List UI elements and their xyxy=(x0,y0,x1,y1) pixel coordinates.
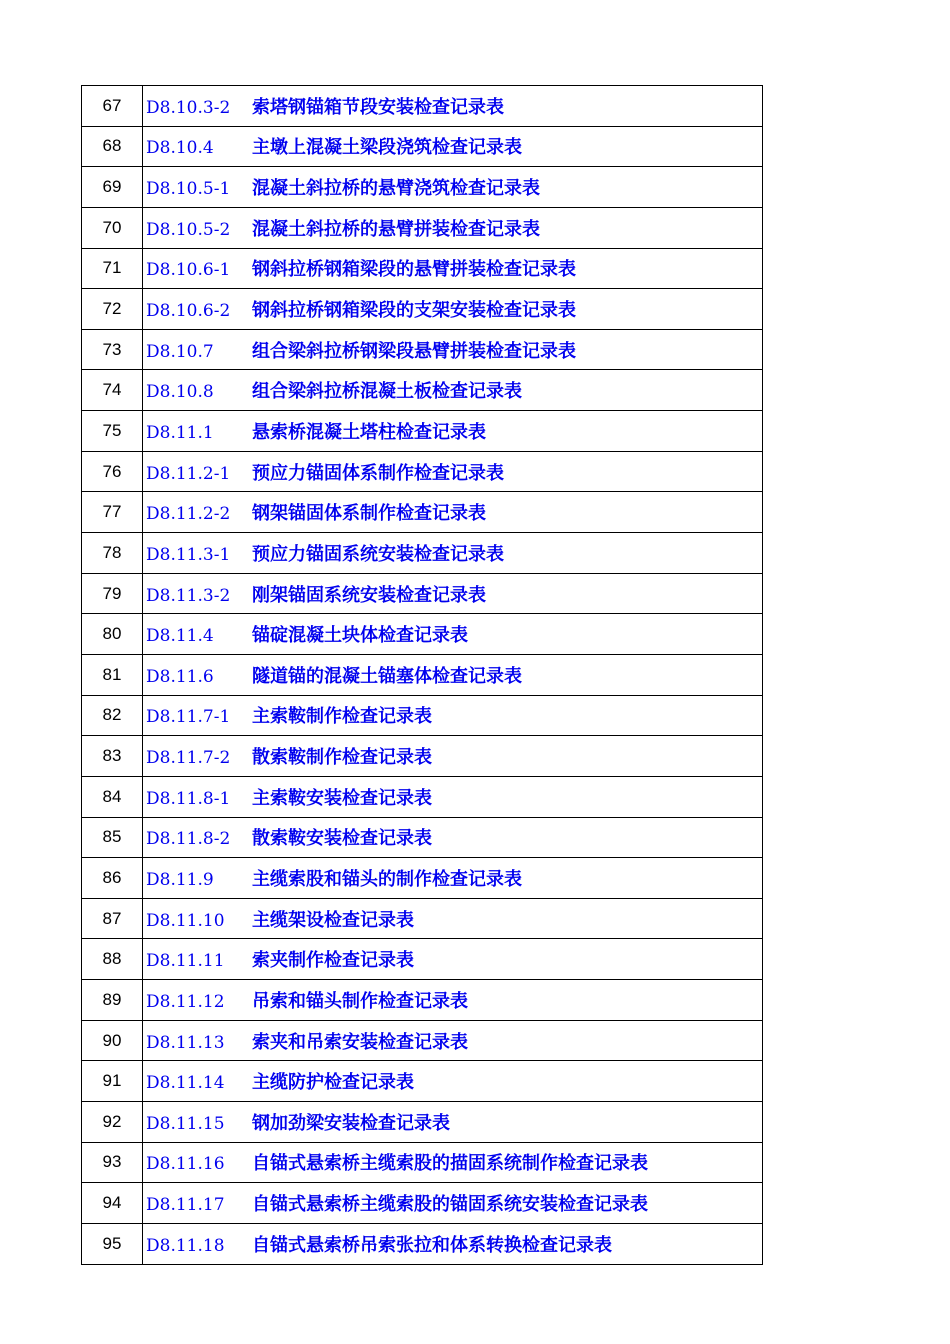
form-code[interactable]: D8.11.7-1 xyxy=(146,707,231,728)
form-link[interactable] xyxy=(143,86,763,127)
table-row xyxy=(82,776,763,817)
table-row xyxy=(82,980,763,1021)
row-number: 77 xyxy=(82,492,143,533)
row-number: 84 xyxy=(82,776,143,817)
form-title[interactable]: 锚碇混凝土块体检查记录表 xyxy=(252,625,468,647)
form-link[interactable] xyxy=(143,614,763,655)
form-code[interactable]: D8.11.7-2 xyxy=(146,748,231,769)
form-code[interactable]: D8.11.8-2 xyxy=(146,829,231,850)
form-link[interactable] xyxy=(143,207,763,248)
table-row xyxy=(82,370,763,411)
form-code[interactable]: D8.11.2-2 xyxy=(146,504,231,525)
form-link[interactable] xyxy=(143,776,763,817)
form-link[interactable] xyxy=(143,817,763,858)
row-number: 89 xyxy=(82,980,143,1021)
form-code[interactable]: D8.10.3-2 xyxy=(146,97,231,118)
form-link[interactable] xyxy=(143,980,763,1021)
table-row xyxy=(82,654,763,695)
row-number: 94 xyxy=(82,1183,143,1224)
form-title[interactable]: 钢加劲梁安装检查记录表 xyxy=(252,1112,450,1134)
form-code[interactable]: D8.11.12 xyxy=(146,991,225,1012)
form-link[interactable] xyxy=(143,1223,763,1264)
row-number: 86 xyxy=(82,858,143,899)
form-title[interactable]: 预应力锚固体系制作检查记录表 xyxy=(252,462,504,484)
form-title[interactable]: 主缆防护检查记录表 xyxy=(252,1072,414,1094)
form-title[interactable]: 组合梁斜拉桥钢梁段悬臂拼装检查记录表 xyxy=(252,340,576,362)
row-number: 80 xyxy=(82,614,143,655)
row-number: 90 xyxy=(82,1020,143,1061)
row-number: 83 xyxy=(82,736,143,777)
form-title[interactable]: 预应力锚固系统安装检查记录表 xyxy=(252,543,504,565)
form-title[interactable]: 吊索和锚头制作检查记录表 xyxy=(252,990,468,1012)
form-title[interactable]: 主缆架设检查记录表 xyxy=(252,909,414,931)
form-link[interactable] xyxy=(143,1102,763,1143)
form-code[interactable]: D8.11.1 xyxy=(146,422,214,443)
table-row xyxy=(82,1020,763,1061)
row-number: 75 xyxy=(82,411,143,452)
table-row xyxy=(82,248,763,289)
form-title[interactable]: 索塔钢锚箱节段安装检查记录表 xyxy=(252,96,504,118)
form-link[interactable] xyxy=(143,492,763,533)
table-row xyxy=(82,207,763,248)
form-code[interactable]: D8.11.6 xyxy=(146,666,214,687)
form-title[interactable]: 钢斜拉桥钢箱梁段的支架安装检查记录表 xyxy=(252,300,576,322)
form-code[interactable]: D8.11.10 xyxy=(146,910,225,931)
row-number: 74 xyxy=(82,370,143,411)
row-number: 78 xyxy=(82,533,143,574)
form-link[interactable] xyxy=(143,939,763,980)
form-index-table xyxy=(81,85,763,1265)
form-title[interactable]: 主墩上混凝土梁段浇筑检查记录表 xyxy=(252,137,522,159)
form-link[interactable] xyxy=(143,858,763,899)
form-link[interactable] xyxy=(143,329,763,370)
table-row xyxy=(82,411,763,452)
form-title[interactable]: 自锚式悬索桥主缆索股的描固系统制作检查记录表 xyxy=(252,1153,648,1175)
form-link[interactable] xyxy=(143,370,763,411)
form-code[interactable]: D8.10.5-2 xyxy=(146,219,231,240)
form-title[interactable]: 悬索桥混凝土塔柱检查记录表 xyxy=(252,421,486,443)
form-title[interactable]: 主缆索股和锚头的制作检查记录表 xyxy=(252,868,522,890)
table-row xyxy=(82,451,763,492)
form-code[interactable]: D8.10.7 xyxy=(146,341,214,362)
form-title[interactable]: 刚架锚固系统安装检查记录表 xyxy=(252,584,486,606)
form-link[interactable] xyxy=(143,248,763,289)
form-code[interactable]: D8.11.3-2 xyxy=(146,585,231,606)
table-row xyxy=(82,898,763,939)
table-row xyxy=(82,573,763,614)
row-number: 92 xyxy=(82,1102,143,1143)
row-number: 69 xyxy=(82,167,143,208)
form-title[interactable]: 主索鞍制作检查记录表 xyxy=(252,706,432,728)
row-number: 79 xyxy=(82,573,143,614)
row-number: 72 xyxy=(82,289,143,330)
table-row xyxy=(82,858,763,899)
row-number: 91 xyxy=(82,1061,143,1102)
form-code[interactable]: D8.11.4 xyxy=(146,626,214,647)
form-code[interactable]: D8.11.11 xyxy=(146,951,225,972)
table-row xyxy=(82,289,763,330)
form-code[interactable]: D8.11.3-1 xyxy=(146,544,231,565)
form-link[interactable] xyxy=(143,573,763,614)
form-link[interactable] xyxy=(143,654,763,695)
form-link[interactable] xyxy=(143,898,763,939)
form-code[interactable]: D8.10.6-1 xyxy=(146,260,231,281)
table-row xyxy=(82,533,763,574)
row-number: 68 xyxy=(82,126,143,167)
form-link[interactable] xyxy=(143,411,763,452)
form-link[interactable] xyxy=(143,126,763,167)
form-link[interactable] xyxy=(143,451,763,492)
form-title[interactable]: 钢斜拉桥钢箱梁段的悬臂拼装检查记录表 xyxy=(252,259,576,281)
form-code[interactable]: D8.10.5-1 xyxy=(146,179,231,200)
form-link[interactable] xyxy=(143,533,763,574)
form-code[interactable]: D8.11.17 xyxy=(146,1195,225,1216)
form-link[interactable] xyxy=(143,289,763,330)
row-number: 88 xyxy=(82,939,143,980)
form-title[interactable]: 索夹制作检查记录表 xyxy=(252,950,414,972)
table-row xyxy=(82,329,763,370)
table-row xyxy=(82,86,763,127)
form-title[interactable]: 自锚式悬索桥主缆索股的锚固系统安装检查记录表 xyxy=(252,1194,648,1216)
form-title[interactable]: 散索鞍安装检查记录表 xyxy=(252,828,432,850)
form-title[interactable]: 主索鞍安装检查记录表 xyxy=(252,787,432,809)
row-number: 85 xyxy=(82,817,143,858)
row-number: 95 xyxy=(82,1223,143,1264)
table-row xyxy=(82,817,763,858)
row-number: 73 xyxy=(82,329,143,370)
table-row xyxy=(82,167,763,208)
form-code[interactable]: D8.10.4 xyxy=(146,138,214,159)
table-row xyxy=(82,126,763,167)
form-title[interactable]: 混凝土斜拉桥的悬臂浇筑检查记录表 xyxy=(252,178,540,200)
table-body xyxy=(82,86,763,1265)
table-row xyxy=(82,1061,763,1102)
form-code[interactable]: D8.11.8-1 xyxy=(146,788,231,809)
form-title[interactable]: 组合梁斜拉桥混凝土板检查记录表 xyxy=(252,381,522,403)
form-code[interactable]: D8.11.14 xyxy=(146,1073,225,1094)
table-row xyxy=(82,492,763,533)
row-number: 67 xyxy=(82,86,143,127)
table-row xyxy=(82,1102,763,1143)
form-code[interactable]: D8.11.18 xyxy=(146,1235,225,1256)
form-code[interactable]: D8.10.6-2 xyxy=(146,301,231,322)
form-code[interactable]: D8.11.2-1 xyxy=(146,463,231,484)
row-number: 70 xyxy=(82,207,143,248)
form-link[interactable] xyxy=(143,1183,763,1224)
form-title[interactable]: 隧道锚的混凝土锚塞体检查记录表 xyxy=(252,665,522,687)
table-row xyxy=(82,695,763,736)
form-link[interactable] xyxy=(143,167,763,208)
form-title[interactable]: 混凝土斜拉桥的悬臂拼装检查记录表 xyxy=(252,218,540,240)
form-title[interactable]: 钢架锚固体系制作检查记录表 xyxy=(252,503,486,525)
form-link[interactable] xyxy=(143,1142,763,1183)
form-code[interactable]: D8.11.13 xyxy=(146,1032,225,1053)
form-link[interactable] xyxy=(143,1061,763,1102)
form-title[interactable]: 散索鞍制作检查记录表 xyxy=(252,747,432,769)
form-link[interactable] xyxy=(143,1020,763,1061)
table-row xyxy=(82,1142,763,1183)
table-row xyxy=(82,736,763,777)
row-number: 87 xyxy=(82,898,143,939)
row-number: 71 xyxy=(82,248,143,289)
table-row xyxy=(82,939,763,980)
table-row xyxy=(82,614,763,655)
form-link[interactable] xyxy=(143,695,763,736)
table-row xyxy=(82,1183,763,1224)
form-title[interactable]: 索夹和吊索安装检查记录表 xyxy=(252,1031,468,1053)
form-link[interactable] xyxy=(143,736,763,777)
form-title[interactable]: 自锚式悬索桥吊索张拉和体系转换检查记录表 xyxy=(252,1234,612,1256)
row-number: 81 xyxy=(82,654,143,695)
row-number: 93 xyxy=(82,1142,143,1183)
form-code[interactable]: D8.11.15 xyxy=(146,1113,225,1134)
form-code[interactable]: D8.11.16 xyxy=(146,1154,225,1175)
table-row xyxy=(82,1223,763,1264)
row-number: 76 xyxy=(82,451,143,492)
row-number: 82 xyxy=(82,695,143,736)
form-code[interactable]: D8.11.9 xyxy=(146,869,214,890)
form-code[interactable]: D8.10.8 xyxy=(146,382,214,403)
